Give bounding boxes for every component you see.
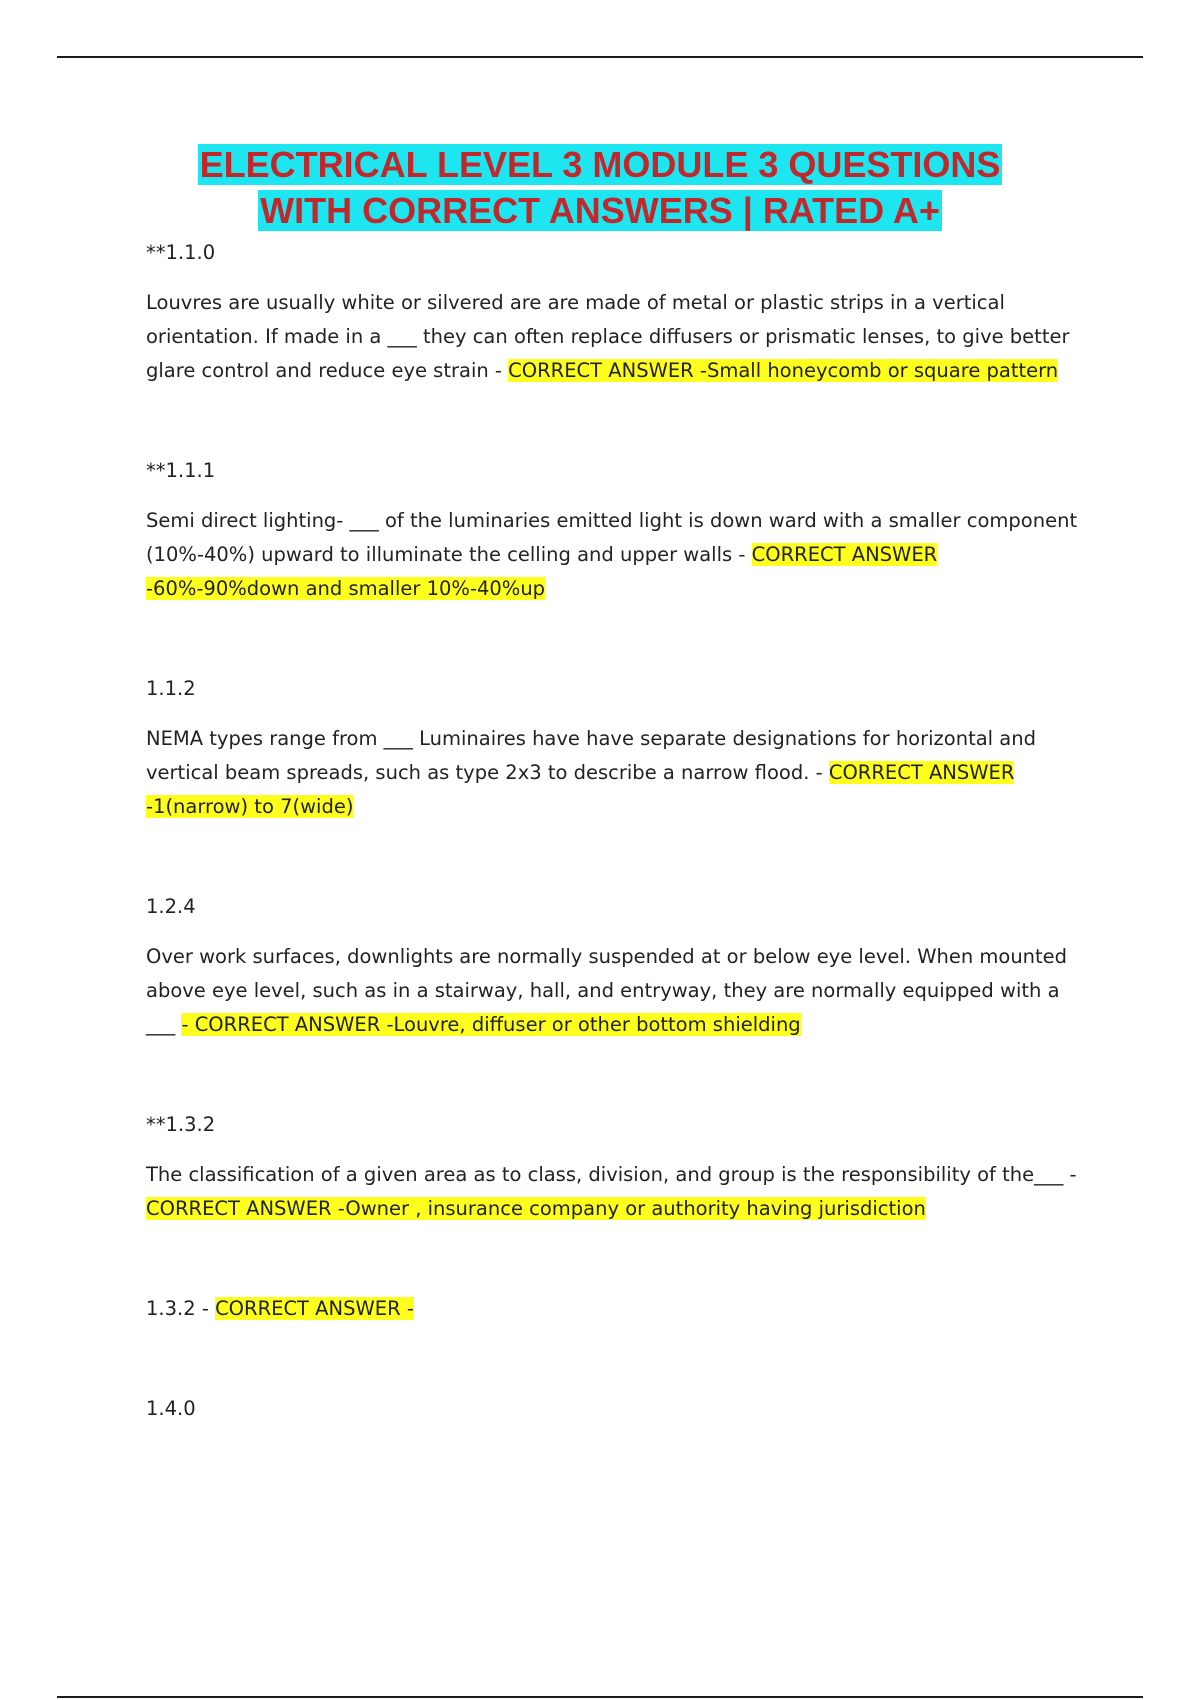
question-text (146, 286, 1091, 388)
question-item (146, 454, 1091, 606)
question-body: Over work surfaces, downlights are normally suspended at or below eye level. When mounted above eye level, such as in a stairway, hall, and entryway, they are normally equipped with a ___ (146, 945, 1068, 1036)
question-number: **1.1.0 (146, 241, 216, 264)
top-rule (57, 56, 1143, 58)
question-body: The classification of a given area as to class, division, and group is the responsibility of the___ - (146, 1163, 1077, 1186)
question-item (146, 1292, 1091, 1326)
document-title (100, 142, 1100, 234)
question-list (146, 236, 1091, 1426)
question-item (146, 1108, 1091, 1226)
correct-answer: CORRECT ANSWER -Owner , insurance company or authority having jurisdiction (146, 1197, 926, 1220)
correct-answer: CORRECT ANSWER -1(narrow) to 7(wide) (146, 761, 1015, 818)
bottom-rule (57, 1696, 1143, 1698)
question-number: **1.3.2 (146, 1113, 216, 1136)
correct-answer: CORRECT ANSWER -Small honeycomb or square pattern (508, 359, 1059, 382)
correct-answer: CORRECT ANSWER - (215, 1297, 414, 1320)
question-text (146, 1292, 1091, 1326)
question-text (146, 722, 1091, 824)
title-line-1: ELECTRICAL LEVEL 3 MODULE 3 QUESTIONS (199, 144, 1001, 185)
question-text (146, 1158, 1091, 1226)
question-number: **1.1.1 (146, 459, 216, 482)
question-body: Semi direct lighting- ___ of the luminaries emitted light is down ward with a smaller component (10%-40%) upward to illuminate the celling and upper walls - (146, 509, 1078, 566)
question-number: 1.4.0 (146, 1397, 196, 1420)
question-number: 1.2.4 (146, 895, 196, 918)
question-text (146, 504, 1091, 606)
question-body: Louvres are usually white or silvered are are made of metal or plastic strips in a vertical orientation. If made in a ___ they can often replace diffusers or prismatic lenses, to give better glare control and reduce eye strain - (146, 291, 1070, 382)
title-line-2: WITH CORRECT ANSWERS | RATED A+ (260, 190, 940, 231)
question-item (146, 672, 1091, 824)
question-item (146, 1392, 1091, 1426)
question-item (146, 890, 1091, 1042)
question-number: 1.3.2 - (146, 1297, 216, 1320)
question-number: 1.1.2 (146, 677, 196, 700)
question-body: NEMA types range from ___ Luminaires have have separate designations for horizontal and vertical beam spreads, such as type 2x3 to describe a narrow flood. - (146, 727, 1036, 784)
question-item (146, 236, 1091, 388)
correct-answer: - CORRECT ANSWER -Louvre, diffuser or other bottom shielding (181, 1013, 801, 1036)
correct-answer: CORRECT ANSWER -60%-90%down and smaller 10%-40%up (146, 543, 938, 600)
question-text (146, 940, 1091, 1042)
